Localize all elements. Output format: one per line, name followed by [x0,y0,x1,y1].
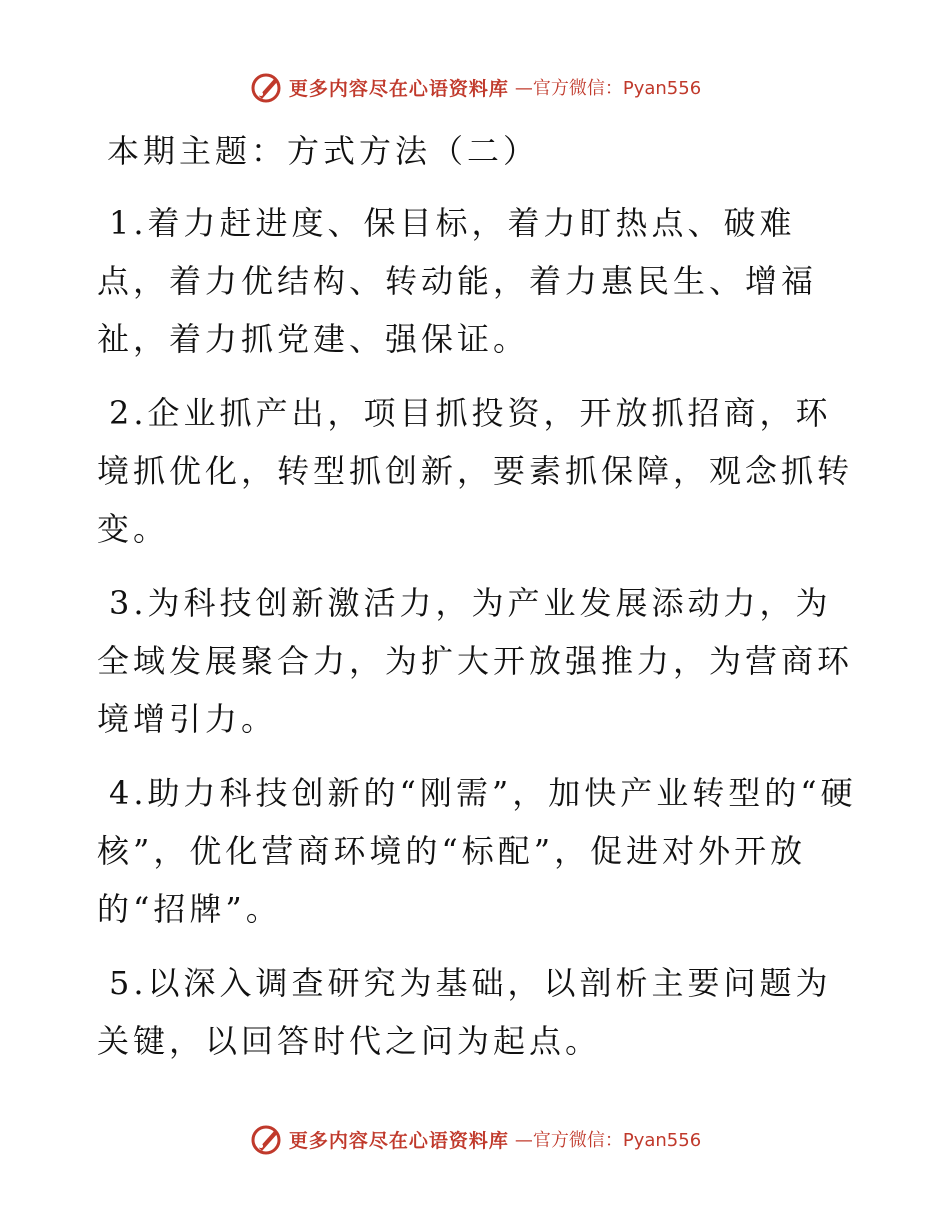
banner-brand-text: 更多内容尽在心语资料库 [288,77,509,100]
list-item: 5.以深入调查研究为基础，以剖析主要问题为关键，以回答时代之问为起点。 [97,964,832,1060]
document-body [97,122,857,1086]
list-item: 3.为科技创新激活力，为产业发展添动力，为全域发展聚合力，为扩大开放强推力，为营商环境增引力。 [97,584,854,738]
footer-watermark-banner [0,1122,950,1156]
header-watermark-banner [0,70,950,104]
pen-logo-icon [249,1122,283,1156]
document-title: 本期主题：方式方法（二） [107,132,540,170]
list-item: 4.助力科技创新的“刚需”，加快产业转型的“硬核”，优化营商环境的“标配”，促进对外开放的“招牌”。 [97,774,857,928]
banner-wechat-text: —官方微信：Pyan556 [514,78,702,99]
banner-brand-text: 更多内容尽在心语资料库 [288,1129,509,1152]
list-item: 2.企业抓产出，项目抓投资，开放抓招商，环境抓优化，转型抓创新，要素抓保障，观念抓转变。 [97,394,854,548]
pen-logo-icon [249,70,283,104]
list-item: 1.着力赶进度、保目标，着力盯热点、破难点，着力优结构、转动能，着力惠民生、增福祉，着力抓党建、强保证。 [97,204,818,358]
banner-wechat-text: —官方微信：Pyan556 [514,1130,702,1151]
